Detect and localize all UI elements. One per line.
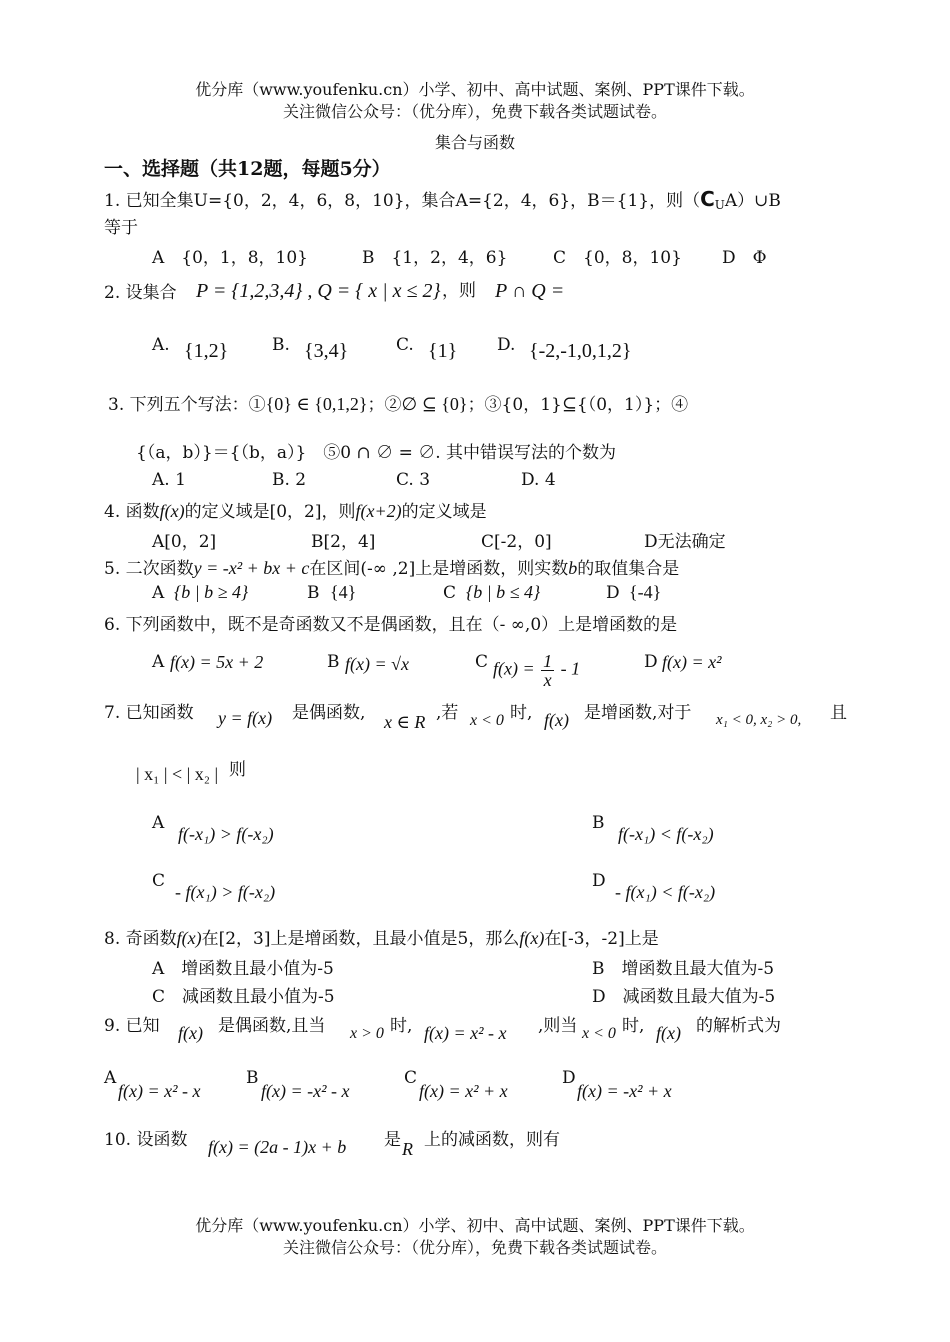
q7-stem-a: 7. 已知函数 [104, 703, 194, 723]
doc-title: 集合与函数 [434, 133, 515, 152]
q6-option-c: f(x) = $\frac{1}{x}$ - 1 [493, 651, 581, 690]
q9-expr: f(x) = x² - x [424, 1023, 507, 1043]
q9-stem-f: 的解析式为 [696, 1016, 781, 1036]
q7-option-c: - f(x₁) > f(-x₂) [175, 882, 276, 902]
q2-option-a: {1,2} [184, 340, 229, 362]
q8-stem: 8. 奇函数f(x)在[2，3]上是增函数，且最小值是5，那么f(x)在[-3，-2]上是 [104, 928, 659, 949]
q1-option-a: A {0，1，8，10} [152, 248, 308, 268]
q3-stem: 3. 下列五个写法：①{0} ∈ {0,1,2}；②∅ ⊆ {0}；③{0，1}⊆{（0，1）}；④ [108, 394, 689, 415]
q6-option-d-label: D [644, 652, 658, 672]
q7-stem-e: 是增函数,对于 [584, 703, 692, 723]
q9-option-c-label: C [404, 1068, 418, 1088]
q5-option-c-label: C [443, 583, 457, 603]
q9-f2: f(x) [656, 1023, 681, 1043]
q4-option-c: C[-2，0] [481, 532, 552, 552]
q7-expr-1: y = f(x) [218, 708, 273, 728]
q3-option-d: D. 4 [521, 470, 556, 490]
q6-option-a: f(x) = 5x + 2 [170, 652, 264, 672]
q5-option-c: {b | b ≤ 4} [466, 582, 541, 602]
header-line-1: 优分库（www.youfenku.cn）小学、初中、高中试题、案例、PPT课件下载。 [195, 80, 755, 99]
q5-option-d: {-4} [629, 582, 662, 602]
q4-option-a: A[0，2] [152, 532, 217, 552]
q7-expr-2: x ∈ R [384, 712, 426, 732]
q6-option-b: f(x) = √x [345, 654, 409, 674]
q2-expression: P ∩ Q = [495, 280, 565, 302]
header-line-2: 关注微信公众号：（优分库），免费下载各类试题试卷。 [282, 102, 667, 121]
q9-option-c: f(x) = x² + x [419, 1081, 508, 1101]
q7-stem-c: ,若 [436, 703, 459, 723]
q7-expr-3: x < 0 [470, 712, 504, 729]
q7-option-d: - f(x₁) < f(-x₂) [615, 882, 716, 902]
q6-option-d: f(x) = x² [662, 652, 722, 672]
q10-stem-a: 10. 设函数 [104, 1130, 188, 1150]
q9-stem-c: 时, [390, 1016, 413, 1036]
q2-stem: 2. 设集合 [104, 283, 177, 303]
q5-option-d-label: D [606, 583, 620, 603]
q10-r: R [402, 1139, 413, 1159]
q9-stem-b: 是偶函数,且当 [218, 1016, 326, 1036]
section-heading: 一、选择题（共12题，每题5分） [104, 158, 391, 180]
q5-option-b-label: B [307, 583, 320, 603]
q6-stem: 6. 下列函数中，既不是奇函数又不是偶函数，且在（- ∞,0）上是增函数的是 [104, 615, 678, 635]
q5-option-a: {b | b ≥ 4} [174, 582, 249, 602]
q7-expr-5: x₁ < 0, x₂ > 0, [716, 712, 802, 728]
q7-option-b: f(-x₁) < f(-x₂) [618, 824, 714, 844]
q8-option-c: C 减函数且最小值为-5 [152, 987, 335, 1007]
q2-option-b: {3,4} [304, 340, 349, 362]
q9-f1: f(x) [178, 1023, 203, 1043]
q4-stem: 4. 函数f(x)的定义域是[0，2]，则f(x+2)的定义域是 [104, 501, 487, 522]
q4-option-d: D无法确定 [644, 532, 726, 552]
q1-stem: 1. 已知全集U={0，2，4，6，8，10}，集合A={2，4，6}，B＝{1}，则$(C_UA)\cup B$ [104, 187, 781, 212]
q6-option-b-label: B [327, 652, 340, 672]
q3-option-a: A. 1 [152, 470, 186, 490]
q9-option-d: f(x) = -x² + x [577, 1081, 672, 1101]
q9-cond-2: x < 0 [582, 1025, 616, 1042]
q2-option-c: {1} [428, 340, 458, 362]
q2-option-d-label: D. [497, 335, 516, 355]
q10-expr: f(x) = (2a - 1)x + b [208, 1137, 347, 1157]
q9-option-b: f(x) = -x² - x [261, 1081, 350, 1101]
q1-option-d: D Φ [722, 248, 767, 268]
q7-then: 则 [229, 760, 246, 780]
q2-option-b-label: B. [272, 335, 290, 355]
q8-option-a: A 增函数且最小值为-5 [152, 959, 334, 979]
q7-condition: | x₁ | < | x₂ | [136, 764, 219, 784]
q3-option-c: C. 3 [396, 470, 431, 490]
q7-option-b-label: B [592, 813, 605, 833]
q9-stem-a: 9. 已知 [104, 1016, 160, 1036]
q6-option-c-label: C [475, 652, 489, 672]
q7-option-c-label: C [152, 871, 166, 891]
q8-option-b: B 增函数且最大值为-5 [592, 959, 775, 979]
q8-option-d: D 减函数且最大值为-5 [592, 987, 776, 1007]
q3-option-b: B. 2 [272, 470, 307, 490]
q7-expr-4: f(x) [544, 710, 569, 730]
q2-option-a-label: A. [152, 335, 170, 355]
q2-option-d: {-2,-1,0,1,2} [529, 340, 632, 362]
footer-line-1: 优分库（www.youfenku.cn）小学、初中、高中试题、案例、PPT课件下载。 [195, 1216, 755, 1235]
q6-option-a-label: A [152, 652, 165, 672]
q5-option-a-label: A [152, 583, 165, 603]
q9-option-a-label: A [104, 1068, 117, 1088]
q5-option-b: {4} [330, 582, 357, 602]
complement-symbol: C [700, 187, 715, 211]
q9-option-a: f(x) = x² - x [118, 1081, 201, 1101]
q2-option-c-label: C. [396, 335, 414, 355]
q1-option-b: B {1，2，4，6} [362, 248, 508, 268]
q9-cond-1: x > 0 [350, 1025, 384, 1042]
q3-stem-cont: {（a，b）}＝{（b，a）} ⑤0 ∩ ∅ = ∅. 其中错误写法的个数为 [136, 443, 617, 463]
q7-option-d-label: D [592, 871, 606, 891]
q9-stem-e: 时, [622, 1016, 645, 1036]
q10-stem-b: 是 [384, 1130, 401, 1150]
q7-stem-f: 且 [830, 703, 847, 723]
footer-line-2: 关注微信公众号：（优分库），免费下载各类试题试卷。 [282, 1238, 667, 1257]
q7-stem-b: 是偶函数, [292, 703, 366, 723]
q4-option-b: B[2，4] [311, 532, 376, 552]
q2-stem-mid: ，则 [442, 281, 476, 301]
q7-option-a-label: A [152, 813, 165, 833]
q2-sets: P = {1,2,3,4} , Q = { x | x ≤ 2} [196, 280, 441, 302]
q9-option-b-label: B [246, 1068, 259, 1088]
q9-option-d-label: D [562, 1068, 576, 1088]
q1-stem-cont: 等于 [104, 218, 138, 238]
q9-stem-d: ,则当 [538, 1016, 578, 1036]
q7-stem-d: 时, [510, 703, 533, 723]
q7-option-a: f(-x₁) > f(-x₂) [178, 824, 274, 844]
q5-stem: 5. 二次函数y = -x² + bx + c在区间(-∞ ,2]上是增函数，则实数b的取值集合是 [104, 558, 680, 579]
q1-option-c: C {0，8，10} [553, 248, 682, 268]
q10-stem-c: 上的减函数，则有 [424, 1130, 560, 1150]
